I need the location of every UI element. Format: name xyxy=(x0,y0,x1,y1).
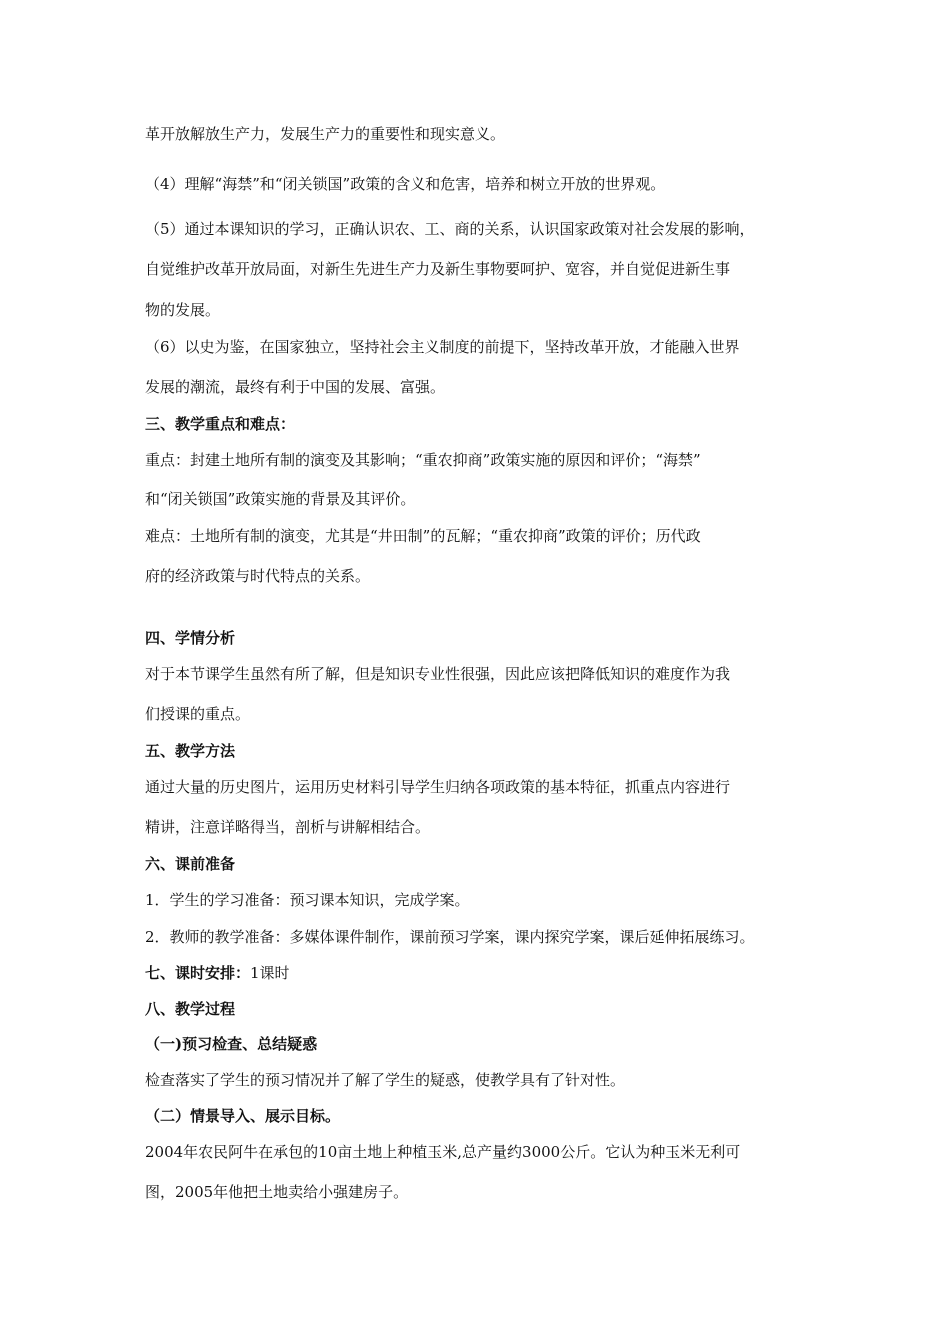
subsection-heading: （一)预习检查、总结疑惑 xyxy=(145,1035,318,1053)
text-line: 精讲，注意详略得当，剖析与讲解相结合。 xyxy=(145,818,431,836)
section-heading: 八、教学过程 xyxy=(145,1000,236,1018)
section-heading-inline xyxy=(145,963,290,983)
objective-6: （6）以史为鉴，在国家独立，坚持社会主义制度的前提下，坚持改革开放，才能融入世界 xyxy=(145,338,740,356)
text-line: 检查落实了学生的预习情况并了解了学生的疑惑，使教学具有了针对性。 xyxy=(145,1071,626,1089)
text-line: 对于本节课学生虽然有所了解，但是知识专业性很强，因此应该把降低知识的难度作为我 xyxy=(145,665,731,683)
section-heading: 四、学情分析 xyxy=(145,629,236,647)
objective-5: （5）通过本课知识的学习，正确认识农、工、商的关系，认识国家政策对社会发展的影响， xyxy=(145,220,755,238)
list-item: 1．学生的学习准备：预习课本知识，完成学案。 xyxy=(145,891,470,909)
text-line: 府的经济政策与时代特点的关系。 xyxy=(145,567,371,585)
section-heading: 七、课时安排： xyxy=(145,964,251,982)
objective-4: （4）理解“海禁”和“闭关锁国”政策的含义和危害，培养和树立开放的世界观。 xyxy=(145,175,666,193)
text-line: 物的发展。 xyxy=(145,301,221,319)
text-line: 和“闭关锁国”政策实施的背景及其评价。 xyxy=(145,490,416,508)
text-line: 发展的潮流，最终有利于中国的发展、富强。 xyxy=(145,378,446,396)
section-heading: 六、课前准备 xyxy=(145,855,236,873)
list-item: 2．教师的教学准备：多媒体课件制作，课前预习学案，课内探究学案，课后延伸拓展练习。 xyxy=(145,928,755,946)
section-heading: 五、教学方法 xyxy=(145,742,236,760)
subsection-heading: （二）情景导入、展示目标。 xyxy=(145,1107,341,1125)
text-line: 们授课的重点。 xyxy=(145,705,251,723)
text-line: 通过大量的历史图片，运用历史材料引导学生归纳各项政策的基本特征，抓重点内容进行 xyxy=(145,778,731,796)
key-points: 重点：封建土地所有制的演变及其影响；“重农抑商”政策实施的原因和评价；“海禁” xyxy=(145,451,701,469)
text-line: 2004年农民阿牛在承包的10亩土地上种植玉米,总产量约3000公斤。它认为种玉米无利可 xyxy=(145,1143,741,1161)
text-line: 图，2005年他把土地卖给小强建房子。 xyxy=(145,1183,409,1201)
text-line: 自觉维护改革开放局面，对新生先进生产力及新生事物要呵护、宽容，并自觉促进新生事 xyxy=(145,260,731,278)
class-hours: 1课时 xyxy=(250,964,290,982)
text-line: 革开放解放生产力，发展生产力的重要性和现实意义。 xyxy=(145,125,506,143)
difficult-points: 难点：土地所有制的演变，尤其是“井田制”的瓦解；“重农抑商”政策的评价；历代政 xyxy=(145,527,701,545)
section-heading: 三、教学重点和难点： xyxy=(145,415,296,433)
